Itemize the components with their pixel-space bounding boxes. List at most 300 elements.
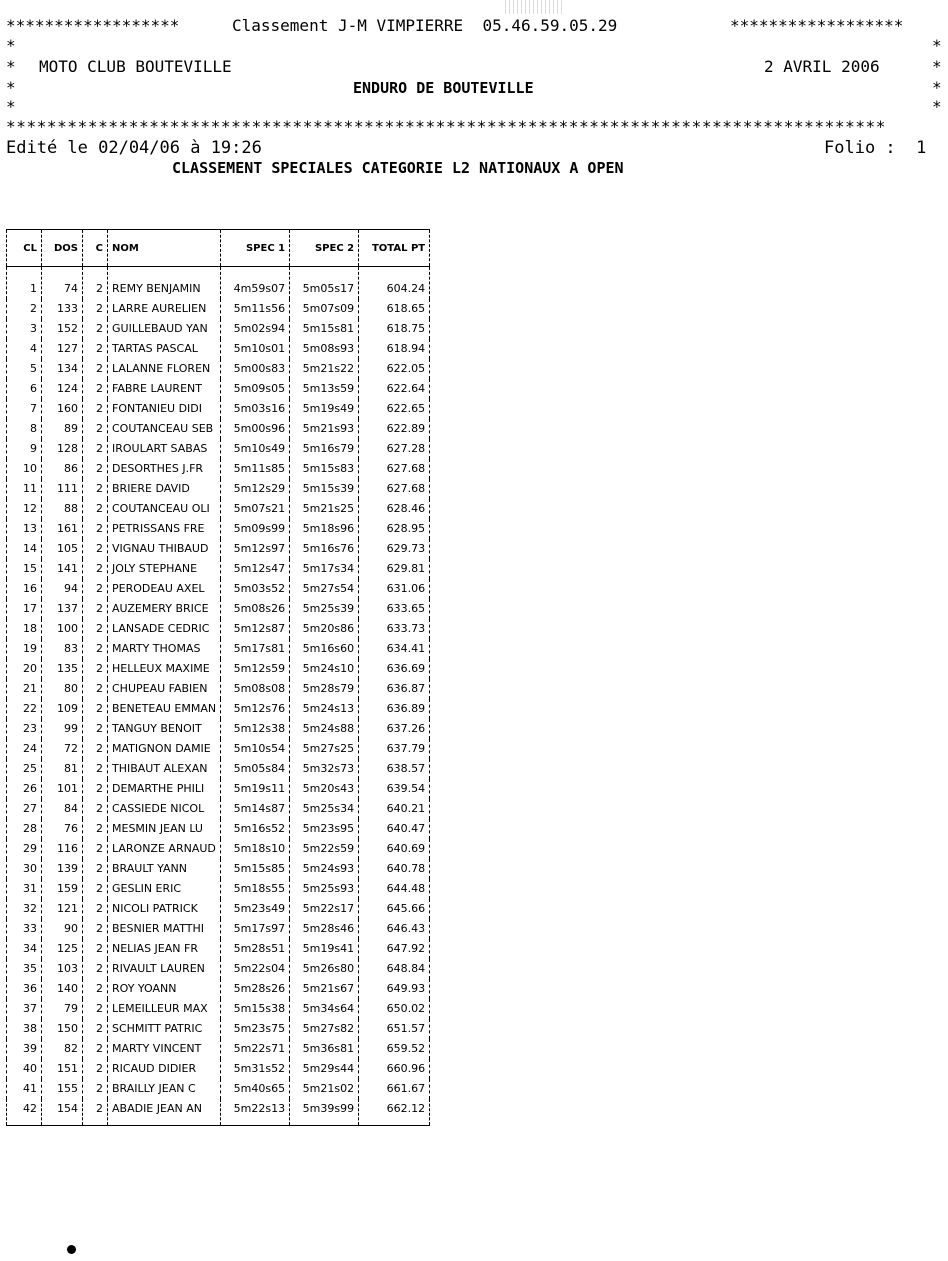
cell-cl: 1 [7, 267, 42, 300]
cell-dos: 76 [42, 819, 83, 839]
table-row [7, 519, 430, 539]
cell-cl: 13 [7, 519, 42, 539]
club-name: MOTO CLUB BOUTEVILLE [39, 57, 232, 76]
table-row [7, 699, 430, 719]
cell-cl: 20 [7, 659, 42, 679]
cell-spec1: 5m09s05 [221, 379, 290, 399]
cell-dos: 125 [42, 939, 83, 959]
cell-dos: 140 [42, 979, 83, 999]
cell-dos: 72 [42, 739, 83, 759]
cell-cl: 34 [7, 939, 42, 959]
cell-c: 2 [83, 419, 108, 439]
cell-cl: 35 [7, 959, 42, 979]
table-row [7, 879, 430, 899]
cell-c: 2 [83, 399, 108, 419]
cell-spec1: 5m28s26 [221, 979, 290, 999]
cell-spec2: 5m05s17 [290, 267, 359, 300]
table-row [7, 639, 430, 659]
cell-nom: FABRE LAURENT [108, 379, 221, 399]
table-row [7, 479, 430, 499]
cell-total: 627.68 [359, 479, 430, 499]
cell-spec1: 5m15s85 [221, 859, 290, 879]
cell-spec2: 5m29s44 [290, 1059, 359, 1079]
cell-spec1: 5m28s51 [221, 939, 290, 959]
cell-spec2: 5m21s93 [290, 419, 359, 439]
cell-dos: 137 [42, 599, 83, 619]
cell-c: 2 [83, 919, 108, 939]
cell-c: 2 [83, 339, 108, 359]
cell-nom: RIVAULT LAUREN [108, 959, 221, 979]
cell-spec1: 5m10s54 [221, 739, 290, 759]
col-header-nom: NOM [108, 230, 221, 267]
cell-cl: 36 [7, 979, 42, 999]
cell-c: 2 [83, 959, 108, 979]
cell-spec1: 5m16s52 [221, 819, 290, 839]
table-row [7, 459, 430, 479]
cell-spec2: 5m21s02 [290, 1079, 359, 1099]
cell-c: 2 [83, 267, 108, 300]
cell-spec2: 5m13s59 [290, 379, 359, 399]
cell-spec2: 5m15s83 [290, 459, 359, 479]
table-row [7, 979, 430, 999]
cell-c: 2 [83, 759, 108, 779]
cell-dos: 82 [42, 1039, 83, 1059]
cell-spec1: 5m11s56 [221, 299, 290, 319]
cell-spec2: 5m16s79 [290, 439, 359, 459]
cell-total: 637.26 [359, 719, 430, 739]
cell-cl: 24 [7, 739, 42, 759]
cell-cl: 25 [7, 759, 42, 779]
cell-dos: 83 [42, 639, 83, 659]
table-row [7, 1099, 430, 1126]
cell-c: 2 [83, 719, 108, 739]
col-header-c: C [83, 230, 108, 267]
banner-stars-right: ****************** [730, 16, 904, 35]
cell-nom: FONTANIEU DIDI [108, 399, 221, 419]
cell-total: 640.78 [359, 859, 430, 879]
cell-total: 627.28 [359, 439, 430, 459]
table-row [7, 959, 430, 979]
col-header-dos: DOS [42, 230, 83, 267]
table-header-row [7, 230, 430, 267]
cell-nom: BRAULT YANN [108, 859, 221, 879]
cell-spec2: 5m26s80 [290, 959, 359, 979]
cell-spec1: 5m17s97 [221, 919, 290, 939]
cell-spec2: 5m16s60 [290, 639, 359, 659]
cell-c: 2 [83, 1079, 108, 1099]
cell-total: 645.66 [359, 899, 430, 919]
cell-cl: 6 [7, 379, 42, 399]
cell-total: 636.87 [359, 679, 430, 699]
cell-spec1: 5m00s83 [221, 359, 290, 379]
table-row [7, 399, 430, 419]
table-row [7, 299, 430, 319]
cell-nom: DESORTHES J.FR [108, 459, 221, 479]
cell-total: 640.69 [359, 839, 430, 859]
cell-dos: 133 [42, 299, 83, 319]
table-row [7, 939, 430, 959]
cell-spec1: 5m17s81 [221, 639, 290, 659]
cell-nom: REMY BENJAMIN [108, 267, 221, 300]
table-row [7, 999, 430, 1019]
cell-cl: 4 [7, 339, 42, 359]
cell-c: 2 [83, 559, 108, 579]
event-date: 2 AVRIL 2006 [764, 57, 880, 76]
cell-c: 2 [83, 819, 108, 839]
cell-total: 622.64 [359, 379, 430, 399]
cell-c: 2 [83, 579, 108, 599]
cell-dos: 89 [42, 419, 83, 439]
table-row [7, 719, 430, 739]
separator-stars: ************************************************************************************** [6, 119, 887, 135]
cell-spec2: 5m21s22 [290, 359, 359, 379]
cell-c: 2 [83, 1019, 108, 1039]
cell-total: 604.24 [359, 267, 430, 300]
cell-cl: 19 [7, 639, 42, 659]
cell-dos: 94 [42, 579, 83, 599]
cell-spec1: 5m15s38 [221, 999, 290, 1019]
edge-star: * [932, 36, 942, 55]
cell-c: 2 [83, 639, 108, 659]
cell-nom: VIGNAU THIBAUD [108, 539, 221, 559]
cell-total: 628.95 [359, 519, 430, 539]
cell-dos: 135 [42, 659, 83, 679]
cell-c: 2 [83, 939, 108, 959]
cell-spec2: 5m15s39 [290, 479, 359, 499]
banner-stars-left: ****************** [6, 16, 180, 35]
cell-c: 2 [83, 1099, 108, 1126]
cell-cl: 39 [7, 1039, 42, 1059]
cell-cl: 26 [7, 779, 42, 799]
results-table [6, 229, 430, 1126]
cell-dos: 159 [42, 879, 83, 899]
cell-cl: 23 [7, 719, 42, 739]
cell-nom: THIBAUT ALEXAN [108, 759, 221, 779]
cell-total: 629.73 [359, 539, 430, 559]
table-row [7, 559, 430, 579]
cell-nom: RICAUD DIDIER [108, 1059, 221, 1079]
cell-cl: 8 [7, 419, 42, 439]
table-row [7, 499, 430, 519]
cell-spec1: 5m08s26 [221, 599, 290, 619]
cell-total: 631.06 [359, 579, 430, 599]
edited-date: Edité le 02/04/06 à 19:26 [6, 138, 262, 158]
cell-total: 618.65 [359, 299, 430, 319]
folio: Folio : 1 [824, 138, 927, 158]
cell-nom: PERODEAU AXEL [108, 579, 221, 599]
cell-spec1: 5m02s94 [221, 319, 290, 339]
cell-total: 633.73 [359, 619, 430, 639]
cell-spec1: 5m03s16 [221, 399, 290, 419]
cell-c: 2 [83, 519, 108, 539]
cell-spec2: 5m28s46 [290, 919, 359, 939]
cell-total: 661.67 [359, 1079, 430, 1099]
table-row [7, 319, 430, 339]
cell-spec1: 5m19s11 [221, 779, 290, 799]
cell-c: 2 [83, 679, 108, 699]
cell-total: 639.54 [359, 779, 430, 799]
cell-spec1: 5m12s29 [221, 479, 290, 499]
cell-total: 637.79 [359, 739, 430, 759]
cell-nom: ROY YOANN [108, 979, 221, 999]
cell-nom: BRIERE DAVID [108, 479, 221, 499]
cell-cl: 21 [7, 679, 42, 699]
cell-total: 640.21 [359, 799, 430, 819]
cell-cl: 3 [7, 319, 42, 339]
cell-total: 650.02 [359, 999, 430, 1019]
cell-c: 2 [83, 799, 108, 819]
cell-spec2: 5m27s25 [290, 739, 359, 759]
cell-spec2: 5m08s93 [290, 339, 359, 359]
cell-spec1: 5m09s99 [221, 519, 290, 539]
table-row [7, 439, 430, 459]
cell-nom: CHUPEAU FABIEN [108, 679, 221, 699]
cell-dos: 86 [42, 459, 83, 479]
cell-dos: 152 [42, 319, 83, 339]
cell-nom: LANSADE CEDRIC [108, 619, 221, 639]
cell-c: 2 [83, 999, 108, 1019]
cell-dos: 150 [42, 1019, 83, 1039]
cell-total: 636.69 [359, 659, 430, 679]
cell-nom: BENETEAU EMMAN [108, 699, 221, 719]
cell-total: 649.93 [359, 979, 430, 999]
cell-c: 2 [83, 739, 108, 759]
cell-spec1: 5m08s08 [221, 679, 290, 699]
cell-spec1: 5m12s87 [221, 619, 290, 639]
cell-c: 2 [83, 319, 108, 339]
cell-spec2: 5m24s13 [290, 699, 359, 719]
cell-spec2: 5m18s96 [290, 519, 359, 539]
cell-total: 640.47 [359, 819, 430, 839]
cell-c: 2 [83, 359, 108, 379]
cell-spec2: 5m39s99 [290, 1099, 359, 1126]
cell-cl: 11 [7, 479, 42, 499]
cell-spec1: 5m12s97 [221, 539, 290, 559]
cell-spec2: 5m19s41 [290, 939, 359, 959]
cell-dos: 124 [42, 379, 83, 399]
cell-nom: LARONZE ARNAUD [108, 839, 221, 859]
cell-total: 627.68 [359, 459, 430, 479]
cell-dos: 141 [42, 559, 83, 579]
cell-spec2: 5m36s81 [290, 1039, 359, 1059]
cell-spec2: 5m25s93 [290, 879, 359, 899]
cell-c: 2 [83, 459, 108, 479]
cell-nom: ABADIE JEAN AN [108, 1099, 221, 1126]
cell-cl: 33 [7, 919, 42, 939]
cell-nom: SCHMITT PATRIC [108, 1019, 221, 1039]
table-row [7, 1079, 430, 1099]
cell-cl: 18 [7, 619, 42, 639]
cell-total: 647.92 [359, 939, 430, 959]
cell-nom: MESMIN JEAN LU [108, 819, 221, 839]
cell-cl: 12 [7, 499, 42, 519]
edge-star: * [932, 78, 942, 97]
cell-total: 660.96 [359, 1059, 430, 1079]
cell-c: 2 [83, 839, 108, 859]
cell-total: 638.57 [359, 759, 430, 779]
cell-dos: 160 [42, 399, 83, 419]
table-row [7, 1019, 430, 1039]
cell-spec2: 5m20s86 [290, 619, 359, 639]
cell-c: 2 [83, 859, 108, 879]
cell-nom: IROULART SABAS [108, 439, 221, 459]
cell-spec1: 5m00s96 [221, 419, 290, 439]
table-row [7, 579, 430, 599]
cell-c: 2 [83, 779, 108, 799]
cell-dos: 121 [42, 899, 83, 919]
table-row [7, 679, 430, 699]
cell-dos: 74 [42, 267, 83, 300]
cell-dos: 155 [42, 1079, 83, 1099]
cell-spec2: 5m32s73 [290, 759, 359, 779]
col-header-spec1: SPEC 1 [221, 230, 290, 267]
cell-cl: 37 [7, 999, 42, 1019]
table-row [7, 359, 430, 379]
cell-spec2: 5m34s64 [290, 999, 359, 1019]
cell-total: 633.65 [359, 599, 430, 619]
cell-spec2: 5m15s81 [290, 319, 359, 339]
table-row [7, 859, 430, 879]
cell-spec2: 5m23s95 [290, 819, 359, 839]
cell-nom: LALANNE FLOREN [108, 359, 221, 379]
cell-dos: 134 [42, 359, 83, 379]
cell-spec1: 5m22s71 [221, 1039, 290, 1059]
cell-cl: 28 [7, 819, 42, 839]
edge-star: * [932, 97, 942, 116]
cell-spec1: 5m14s87 [221, 799, 290, 819]
cell-cl: 7 [7, 399, 42, 419]
cell-c: 2 [83, 619, 108, 639]
cell-spec1: 5m03s52 [221, 579, 290, 599]
cell-dos: 103 [42, 959, 83, 979]
cell-dos: 111 [42, 479, 83, 499]
cell-nom: MARTY VINCENT [108, 1039, 221, 1059]
cell-nom: BRAILLY JEAN C [108, 1079, 221, 1099]
col-header-spec2: SPEC 2 [290, 230, 359, 267]
cell-total: 629.81 [359, 559, 430, 579]
cell-total: 618.94 [359, 339, 430, 359]
table-row [7, 379, 430, 399]
table-row [7, 779, 430, 799]
cell-cl: 22 [7, 699, 42, 719]
cell-cl: 10 [7, 459, 42, 479]
cell-nom: HELLEUX MAXIME [108, 659, 221, 679]
col-header-cl: CL [7, 230, 42, 267]
cell-spec2: 5m27s54 [290, 579, 359, 599]
cell-spec1: 5m10s49 [221, 439, 290, 459]
cell-cl: 30 [7, 859, 42, 879]
cell-spec2: 5m21s25 [290, 499, 359, 519]
cell-nom: TARTAS PASCAL [108, 339, 221, 359]
cell-c: 2 [83, 1059, 108, 1079]
cell-spec2: 5m21s67 [290, 979, 359, 999]
table-row [7, 739, 430, 759]
cell-nom: MATIGNON DAMIE [108, 739, 221, 759]
cell-total: 651.57 [359, 1019, 430, 1039]
table-row [7, 839, 430, 859]
cell-dos: 81 [42, 759, 83, 779]
edge-star: * [6, 78, 16, 97]
cell-spec1: 5m12s59 [221, 659, 290, 679]
cell-cl: 9 [7, 439, 42, 459]
cell-dos: 109 [42, 699, 83, 719]
cell-total: 644.48 [359, 879, 430, 899]
cell-spec2: 5m16s76 [290, 539, 359, 559]
cell-cl: 14 [7, 539, 42, 559]
table-row [7, 899, 430, 919]
cell-nom: NELIAS JEAN FR [108, 939, 221, 959]
cell-dos: 90 [42, 919, 83, 939]
cell-nom: AUZEMERY BRICE [108, 599, 221, 619]
cell-c: 2 [83, 899, 108, 919]
cell-total: 622.05 [359, 359, 430, 379]
cell-spec2: 5m24s10 [290, 659, 359, 679]
cell-dos: 84 [42, 799, 83, 819]
cell-spec2: 5m24s88 [290, 719, 359, 739]
cell-spec1: 5m12s76 [221, 699, 290, 719]
cell-spec2: 5m19s49 [290, 399, 359, 419]
cell-nom: DEMARTHE PHILI [108, 779, 221, 799]
table-row [7, 659, 430, 679]
cell-spec1: 5m31s52 [221, 1059, 290, 1079]
cell-dos: 101 [42, 779, 83, 799]
cell-total: 646.43 [359, 919, 430, 939]
cell-nom: GESLIN ERIC [108, 879, 221, 899]
cell-spec1: 4m59s07 [221, 267, 290, 300]
cell-cl: 40 [7, 1059, 42, 1079]
cell-spec2: 5m07s09 [290, 299, 359, 319]
table-row [7, 539, 430, 559]
cell-c: 2 [83, 499, 108, 519]
table-row [7, 819, 430, 839]
table-row [7, 799, 430, 819]
cell-nom: COUTANCEAU OLI [108, 499, 221, 519]
cell-total: 636.89 [359, 699, 430, 719]
cell-total: 618.75 [359, 319, 430, 339]
cell-spec1: 5m12s38 [221, 719, 290, 739]
cell-spec1: 5m18s55 [221, 879, 290, 899]
cell-dos: 100 [42, 619, 83, 639]
scan-dot [67, 1245, 76, 1254]
cell-total: 659.52 [359, 1039, 430, 1059]
cell-spec2: 5m24s93 [290, 859, 359, 879]
cell-c: 2 [83, 699, 108, 719]
cell-spec1: 5m05s84 [221, 759, 290, 779]
cell-c: 2 [83, 979, 108, 999]
cell-spec1: 5m22s13 [221, 1099, 290, 1126]
cell-spec1: 5m23s75 [221, 1019, 290, 1039]
cell-cl: 42 [7, 1099, 42, 1126]
table-row [7, 1059, 430, 1079]
cell-spec2: 5m20s43 [290, 779, 359, 799]
cell-spec2: 5m17s34 [290, 559, 359, 579]
cell-c: 2 [83, 479, 108, 499]
cell-spec2: 5m28s79 [290, 679, 359, 699]
cell-c: 2 [83, 1039, 108, 1059]
table-row [7, 267, 430, 300]
cell-total: 648.84 [359, 959, 430, 979]
cell-spec2: 5m22s59 [290, 839, 359, 859]
table-row [7, 339, 430, 359]
cell-total: 634.41 [359, 639, 430, 659]
cell-nom: LARRE AURELIEN [108, 299, 221, 319]
cell-spec2: 5m25s39 [290, 599, 359, 619]
cell-cl: 17 [7, 599, 42, 619]
cell-nom: NICOLI PATRICK [108, 899, 221, 919]
cell-cl: 2 [7, 299, 42, 319]
cell-c: 2 [83, 379, 108, 399]
cell-cl: 32 [7, 899, 42, 919]
